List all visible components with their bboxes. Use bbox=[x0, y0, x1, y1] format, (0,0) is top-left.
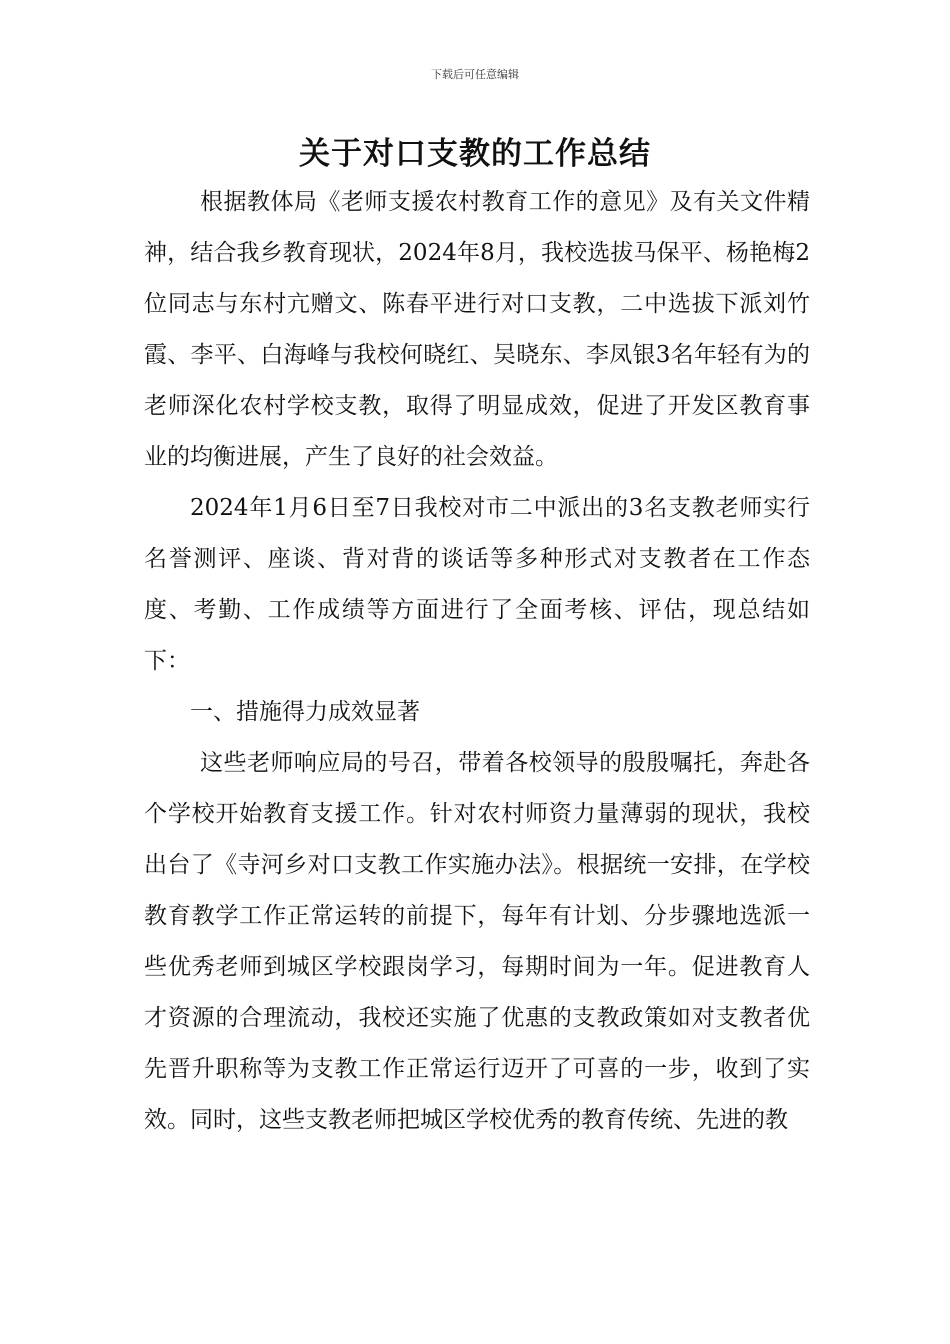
section-heading: 一、措施得力成效显著 bbox=[190, 699, 420, 725]
paragraph-measures: 这些老师响应局的号召，带着各校领导的殷殷嘱托，奔赴各个学校开始教育支援工作。针对农村师资力量薄弱的现状，我校出台了《寺河乡对口支教工作实施办法》。根据统一安排，在学校教育教学工作正常运转的前提下，每年有计划、分步骤地选派一些优秀老师到城区学校跟岗学习，每期时间为一年。促进教育人才资源的合理流动，我校还实施了优惠的支教政策如对支教者优先晋升职称等为支教工作正常运行迈开了可喜的一步，收到了实效。同时，这些支教老师把城区学校优秀的教育传统、先进的教 bbox=[144, 750, 810, 1133]
document-title: 关于对口支教的工作总结 bbox=[299, 136, 651, 172]
document-body bbox=[144, 177, 810, 1146]
paragraph-intro: 根据教体局《老师支援农村教育工作的意见》及有关文件精神，结合我乡教育现状，2024年8月，我校选拔马保平、杨艳梅2位同志与东村亢赠文、陈春平进行对口支教，二中选拔下派刘竹霞、李平、白海峰与我校何晓红、吴晓东、李凤银3名年轻有为的老师深化农村学校支教，取得了明显成效，促进了开发区教育事业的均衡进展，产生了良好的社会效益。 bbox=[144, 189, 810, 470]
header-note: 下载后可任意编辑 bbox=[431, 68, 519, 81]
paragraph-evaluation: 2024年1月6日至7日我校对市二中派出的3名支教老师实行名誉测评、座谈、背对背的谈话等多种形式对支教者在工作态度、考勤、工作成绩等方面进行了全面考核、评估，现总结如下： bbox=[144, 495, 810, 674]
